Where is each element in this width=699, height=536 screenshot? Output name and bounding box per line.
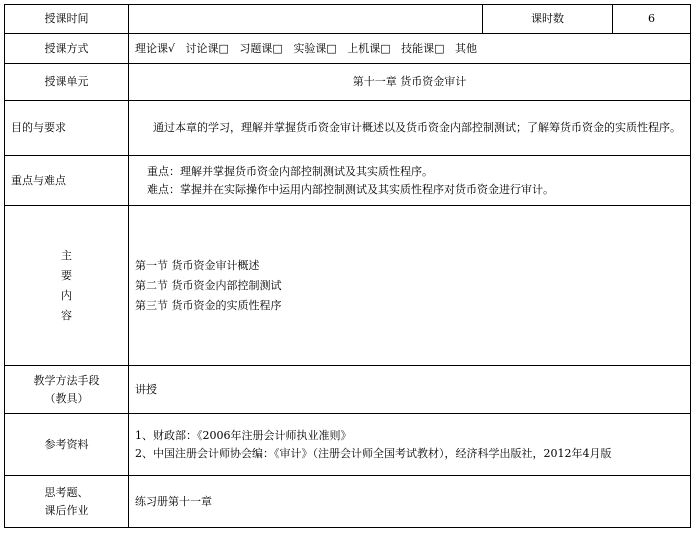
label-homework xyxy=(5,476,129,528)
method-option-discussion: 讨论课□ xyxy=(185,41,229,55)
label-homework-line2: 课后作业 xyxy=(44,503,89,517)
method-options xyxy=(129,34,691,64)
row-goal xyxy=(5,101,691,156)
row-references xyxy=(5,414,691,476)
value-goal: 通过本章的学习，理解并掌握货币资金审计概述以及货币资金内部控制测试；了解筹货币资金的实质性程序。 xyxy=(129,101,691,156)
label-teaching xyxy=(5,366,129,414)
row-content xyxy=(5,206,691,366)
label-method: 授课方式 xyxy=(5,34,129,64)
label-content-char-1: 主 xyxy=(61,248,72,262)
label-content-char-3: 内 xyxy=(61,288,72,302)
label-focus: 重点与难点 xyxy=(5,156,129,206)
label-teaching-line2: （教具） xyxy=(44,391,89,405)
row-teaching xyxy=(5,366,691,414)
row-time xyxy=(5,5,691,34)
section-2: 第二节 货币资金内部控制测试 xyxy=(135,278,282,292)
value-unit: 第十一章 货币资金审计 xyxy=(129,64,691,101)
method-option-computer: 上机课□ xyxy=(347,41,391,55)
label-goal: 目的与要求 xyxy=(5,101,129,156)
value-time xyxy=(129,5,483,34)
value-focus xyxy=(129,156,691,206)
label-teaching-line1: 教学方法手段 xyxy=(33,373,100,387)
label-hours: 课时数 xyxy=(483,5,613,34)
reference-1: 1、财政部：《2006年注册会计师执业准则》 xyxy=(135,428,352,442)
label-content xyxy=(5,206,129,366)
method-option-lab: 实验课□ xyxy=(293,41,337,55)
key-point-text: 重点：理解并掌握货币资金内部控制测试及其实质性程序。 xyxy=(147,164,433,178)
method-option-exercise: 习题课□ xyxy=(239,41,283,55)
method-option-skill: 技能课□ xyxy=(401,41,445,55)
section-3: 第三节 货币资金的实质性程序 xyxy=(135,298,282,312)
row-method xyxy=(5,34,691,64)
reference-2: 2、中国注册会计师协会编：《审计》（注册会计师全国考试教材），经济科学出版社，2012年4月版 xyxy=(135,446,612,460)
row-homework xyxy=(5,476,691,528)
value-content xyxy=(129,206,691,366)
row-unit xyxy=(5,64,691,101)
method-option-lecture: 理论课√ xyxy=(135,41,176,55)
value-teaching: 讲授 xyxy=(129,366,691,414)
label-references: 参考资料 xyxy=(5,414,129,476)
label-time: 授课时间 xyxy=(5,5,129,34)
label-homework-line1: 思考题、 xyxy=(44,485,89,499)
value-hours: 6 xyxy=(613,5,691,34)
label-content-char-2: 要 xyxy=(61,268,72,282)
section-1: 第一节 货币资金审计概述 xyxy=(135,258,260,272)
lesson-plan-table xyxy=(4,4,691,528)
value-references xyxy=(129,414,691,476)
row-focus xyxy=(5,156,691,206)
difficulty-text: 难点：掌握并在实际操作中运用内部控制测试及其实质性程序对货币资金进行审计。 xyxy=(147,182,554,196)
label-unit: 授课单元 xyxy=(5,64,129,101)
label-content-char-4: 容 xyxy=(61,308,72,322)
method-option-other: 其他 xyxy=(455,41,478,55)
value-homework: 练习册第十一章 xyxy=(129,476,691,528)
